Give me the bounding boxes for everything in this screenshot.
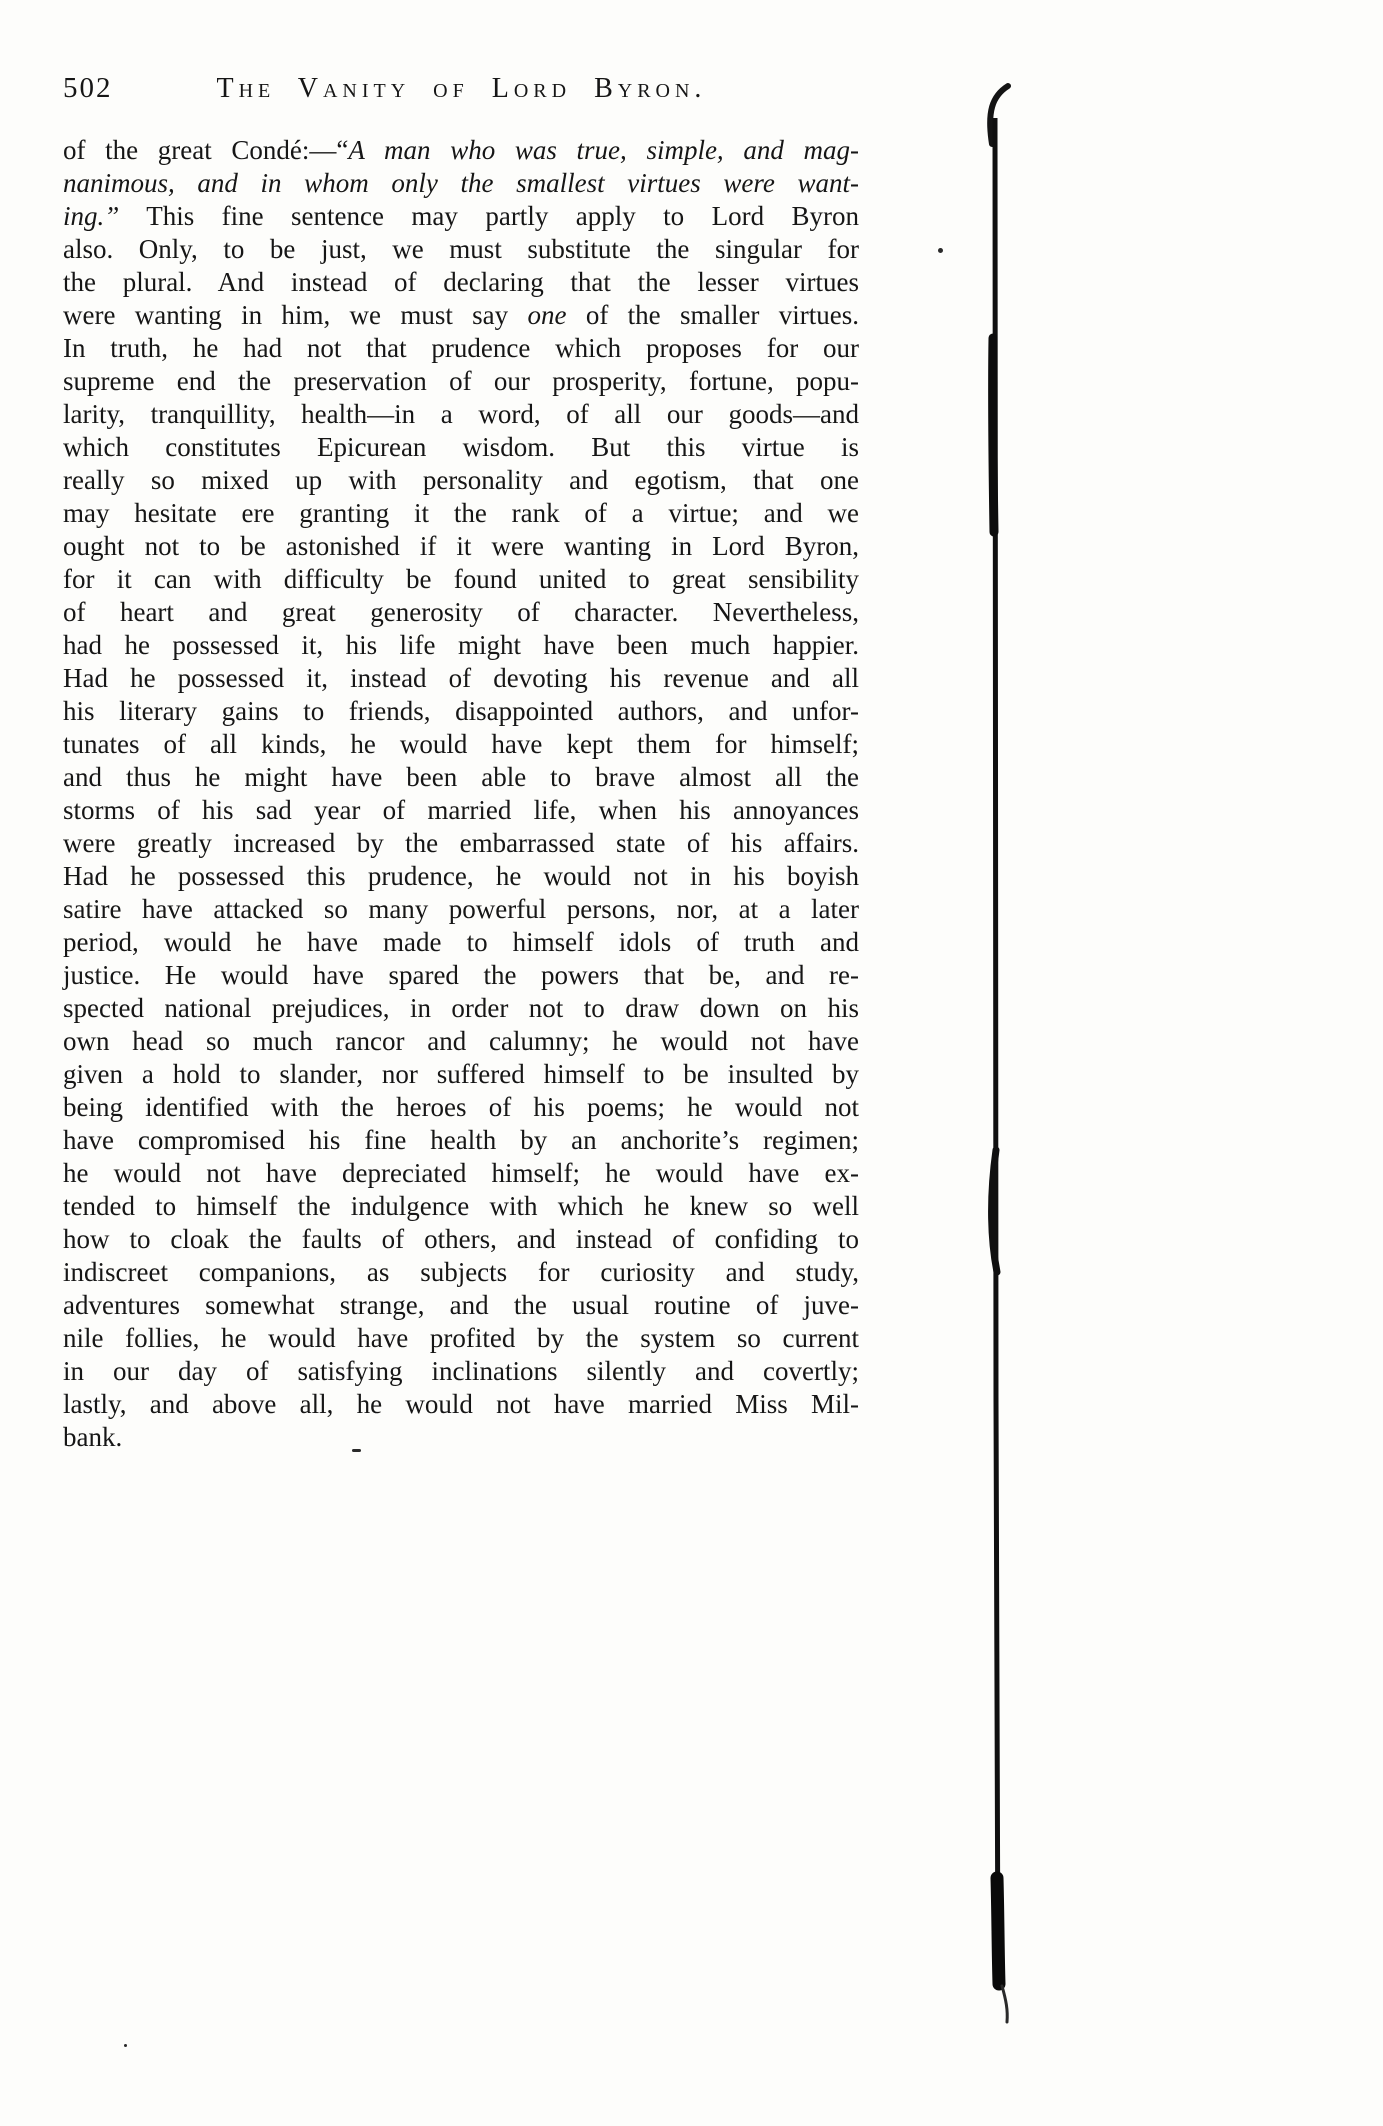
text-segment: were wanting in him, we must say: [63, 300, 528, 330]
ink-speck: [124, 2044, 127, 2047]
page-header: [63, 72, 859, 105]
text-segment: larity, tranquillity, health—in a word, of all our goods—and: [63, 399, 859, 429]
text-segment: the plural. And instead of declaring that the lesser virtues: [63, 267, 859, 297]
text-line: [63, 332, 859, 365]
text-line: [63, 167, 859, 200]
text-segment: of the smaller virtues.: [566, 300, 859, 330]
text-segment: Had he possessed this prudence, he would not in his boyish: [63, 861, 859, 891]
text-line: [63, 794, 859, 827]
text-segment: In truth, he had not that prudence which proposes for our: [63, 333, 859, 363]
text-line: [63, 1025, 859, 1058]
text-line: [63, 134, 859, 167]
text-segment: storms of his sad year of married life, when his annoyances: [63, 795, 859, 825]
text-line: [63, 662, 859, 695]
text-line: [63, 992, 859, 1025]
text-segment: Had he possessed it, instead of devoting his revenue and all: [63, 663, 859, 693]
text-line: [63, 926, 859, 959]
text-line: [63, 1058, 859, 1091]
text-line: [63, 596, 859, 629]
text-segment: bank.: [63, 1422, 123, 1452]
text-segment: nile follies, he would have profited by the system so current: [63, 1323, 859, 1353]
text-line: [63, 299, 859, 332]
text-segment: lastly, and above all, he would not have married Miss Mil-: [63, 1389, 859, 1419]
text-line: [63, 1157, 859, 1190]
text-segment: which constitutes Epicurean wisdom. But this virtue is: [63, 432, 859, 462]
text-line: [63, 1421, 859, 1454]
text-segment: being identified with the heroes of his poems; he would not: [63, 1092, 859, 1122]
text-segment: had he possessed it, his life might have been much happier.: [63, 630, 859, 660]
text-segment: given a hold to slander, nor suffered himself to be insulted by: [63, 1059, 859, 1089]
text-segment: his literary gains to friends, disappointed authors, and unfor-: [63, 696, 859, 726]
text-line: [63, 761, 859, 794]
text-line: [63, 365, 859, 398]
page-number: 502: [63, 72, 113, 104]
text-line: [63, 695, 859, 728]
text-segment: in our day of satisfying inclinations silently and covertly;: [63, 1356, 859, 1386]
text-line: [63, 266, 859, 299]
text-segment: really so mixed up with personality and egotism, that one: [63, 465, 859, 495]
italic-text-segment: nanimous, and in whom only the smallest virtues were want-: [63, 168, 859, 198]
text-line: [63, 200, 859, 233]
italic-text-segment: one: [527, 300, 567, 330]
text-line: [63, 1289, 859, 1322]
text-line: [63, 1256, 859, 1289]
text-segment: tended to himself the indulgence with which he knew so well: [63, 1191, 859, 1221]
ink-speck: [352, 1449, 361, 1452]
text-segment: how to cloak the faults of others, and instead of confiding to: [63, 1224, 859, 1254]
text-segment: tunates of all kinds, he would have kept them for himself;: [63, 729, 859, 759]
text-segment: indiscreet companions, as subjects for curiosity and study,: [63, 1257, 859, 1287]
text-segment: spected national prejudices, in order not to draw down on his: [63, 993, 859, 1023]
text-line: [63, 860, 859, 893]
text-line: [63, 827, 859, 860]
text-line: [63, 233, 859, 266]
text-line: [63, 563, 859, 596]
text-block: [63, 134, 859, 1454]
text-segment: This fine sentence may partly apply to Lord Byron: [119, 201, 859, 231]
text-line: [63, 1388, 859, 1421]
text-line: [63, 728, 859, 761]
text-segment: period, would he have made to himself idols of truth and: [63, 927, 859, 957]
text-segment: of the great Condé:—“: [63, 135, 349, 165]
text-segment: own head so much rancor and calumny; he would not have: [63, 1026, 859, 1056]
italic-text-segment: ing.”: [63, 201, 120, 231]
text-line: [63, 1355, 859, 1388]
text-segment: and thus he might have been able to brave almost all the: [63, 762, 859, 792]
text-segment: justice. He would have spared the powers that be, and re-: [63, 960, 859, 990]
text-segment: were greatly increased by the embarrassed state of his affairs.: [63, 828, 859, 858]
text-line: [63, 629, 859, 662]
text-line: [63, 431, 859, 464]
text-segment: satire have attacked so many powerful persons, nor, at a later: [63, 894, 859, 924]
text-segment: supreme end the preservation of our prosperity, fortune, popu-: [63, 366, 859, 396]
text-line: [63, 530, 859, 563]
text-line: [63, 893, 859, 926]
text-segment: of heart and great generosity of character. Nevertheless,: [63, 597, 859, 627]
text-line: [63, 1091, 859, 1124]
text-segment: ought not to be astonished if it were wanting in Lord Byron,: [63, 531, 859, 561]
text-line: [63, 497, 859, 530]
text-line: [63, 1223, 859, 1256]
ink-speck: [938, 248, 943, 253]
italic-text-segment: A man who was true, simple, and mag-: [348, 135, 859, 165]
text-segment: have compromised his fine health by an anchorite’s regimen;: [63, 1125, 859, 1155]
running-title: The Vanity of Lord Byron.: [216, 73, 707, 104]
text-segment: also. Only, to be just, we must substitute the singular for: [63, 234, 859, 264]
text-segment: he would not have depreciated himself; he would have ex-: [63, 1158, 859, 1188]
text-line: [63, 1190, 859, 1223]
text-segment: for it can with difficulty be found united to great sensibility: [63, 564, 859, 594]
text-segment: adventures somewhat strange, and the usual routine of juve-: [63, 1290, 859, 1320]
text-line: [63, 464, 859, 497]
text-segment: may hesitate ere granting it the rank of a virtue; and we: [63, 498, 859, 528]
text-line: [63, 959, 859, 992]
text-line: [63, 1124, 859, 1157]
text-line: [63, 398, 859, 431]
text-line: [63, 1322, 859, 1355]
